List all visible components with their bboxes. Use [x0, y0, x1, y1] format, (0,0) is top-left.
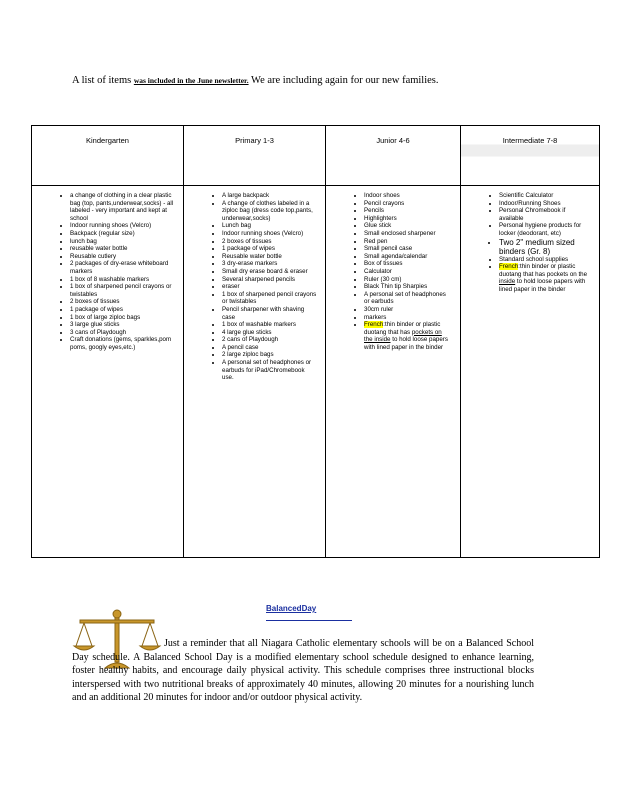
list-item: • 2 boxes of tissues	[222, 238, 317, 246]
intro-post: We are including again for our new families.	[248, 75, 439, 86]
list-item: • 1 box of sharpened pencil crayons or twistables	[222, 291, 317, 306]
list-item: • Backpack (regular size)	[70, 230, 175, 238]
header-intermediate: Intermediate 7-8	[461, 126, 600, 186]
list-item: • A change of clothes labeled in a ziploc bag (dress code top,pants, underwear,socks)	[222, 200, 317, 223]
french-text-end: to hold loose papers with lined paper in the binder	[364, 336, 448, 351]
list-item: • Indoor/Running Shoes	[499, 200, 591, 208]
intermediate-cell	[461, 186, 600, 558]
list-item: • Craft donations (gems, sparkles,pom poms, googly eyes,etc.)	[70, 336, 175, 351]
list-item: • 2 cans of Playdough	[222, 336, 317, 344]
list-item: • Indoor running shoes (Velcro)	[70, 222, 175, 230]
list-item: • A pencil case	[222, 344, 317, 352]
header-primary: Primary 1-3	[184, 126, 326, 186]
list-item: • Standard school supplies	[499, 256, 591, 264]
list-item: • 2 boxes of tissues	[70, 298, 175, 306]
header-kindergarten: Kindergarten	[32, 126, 184, 186]
french-underline: inside	[499, 278, 516, 286]
items-row	[32, 186, 600, 558]
list-item: • A large backpack	[222, 192, 317, 200]
list-item: • Pencil crayons	[364, 200, 452, 208]
list-item: • Glue stick	[364, 222, 452, 230]
list-item: • Small enclosed sharpener	[364, 230, 452, 238]
list-item: • Personal Chromebook if available	[499, 207, 591, 222]
primary-cell	[184, 186, 326, 558]
list-item: • Pencils	[364, 207, 452, 215]
list-item: • 4 large glue sticks	[222, 329, 317, 337]
intro-paragraph	[72, 74, 542, 87]
intermediate-list	[461, 192, 599, 294]
list-item: • Ruler (30 cm)	[364, 276, 452, 284]
french-text: :thin binder or plastic duotang that has	[364, 321, 441, 336]
list-item: • Two 2" medium sized binders (Gr. 8)	[499, 238, 591, 256]
list-item: • Small dry erase board & eraser	[222, 268, 317, 276]
list-item: • Pencil sharpener with shaving case	[222, 306, 317, 321]
list-item: • 2 large ziploc bags	[222, 351, 317, 359]
kindergarten-cell	[32, 186, 184, 558]
french-list-item	[364, 321, 452, 351]
intro-pre: A list of items	[72, 75, 134, 86]
header-junior: Junior 4-6	[326, 126, 461, 186]
french-list-item	[499, 263, 591, 293]
balanced-day-title-rule	[266, 620, 352, 621]
list-item: • Reusable cutlery	[70, 253, 175, 261]
list-item: • Reusable water bottle	[222, 253, 317, 261]
balanced-day-body: Just a reminder that all Niagara Catholic elementary schools will be on a Balanced School Day schedule. A Balanced School Day is a modified elementary school schedule designed to enhance learning, foster healthy habits, and encourage daily physical activity. This schedule comprises three instructional blocks interspersed with two nutritional breaks of approximately 40 minutes, allowing 20 minutes for a nourishing lunch and an additional 20 minutes for indoor and/or outdoor physical activity.	[72, 638, 534, 703]
list-item: • Small agenda/calendar	[364, 253, 452, 261]
junior-list	[326, 192, 460, 351]
intro-underlined: was included in the June newsletter.	[133, 76, 249, 85]
list-item: • 1 box of large ziploc bags	[70, 314, 175, 322]
list-item: • Black Thin tip Sharpies	[364, 283, 452, 291]
list-item: • 30cm ruler	[364, 306, 452, 314]
list-item: • a change of clothing in a clear plastic bag (top, pants,underwear,socks) - all labeled - very important and kept at school	[70, 192, 175, 222]
list-item: • 1 package of wipes	[70, 306, 175, 314]
list-item: • Scientific Calculator	[499, 192, 591, 200]
list-item: • 3 cans of Playdough	[70, 329, 175, 337]
list-item: • 1 box of washable markers	[222, 321, 317, 329]
list-item: • Calculator	[364, 268, 452, 276]
french-text-end: to hold loose papers with lined paper in the binder	[499, 278, 586, 293]
kindergarten-list	[32, 192, 183, 351]
french-underline: pockets on the inside	[364, 328, 442, 344]
list-item: • reusable water bottle	[70, 245, 175, 253]
list-item: • 1 package of wipes	[222, 245, 317, 253]
list-item: • 2 packages of dry-erase whiteboard markers	[70, 260, 175, 275]
list-item: • Box of tissues	[364, 260, 452, 268]
junior-cell	[326, 186, 461, 558]
list-item: • 1 box of sharpened pencil crayons or twistables	[70, 283, 175, 298]
french-highlight: French	[364, 321, 384, 329]
list-item: • eraser	[222, 283, 317, 291]
list-item: • markers	[364, 314, 452, 322]
supply-table	[31, 125, 600, 558]
balanced-day-text	[72, 637, 534, 705]
list-item: • Red pen	[364, 238, 452, 246]
list-item: • Small pencil case	[364, 245, 452, 253]
list-item: • lunch bag	[70, 238, 175, 246]
list-item: • A personal set of headphones or earbuds	[364, 291, 452, 306]
list-item: • 3 dry-erase markers	[222, 260, 317, 268]
balanced-day-title: BalancedDay	[266, 604, 317, 613]
list-item: • Highlighters	[364, 215, 452, 223]
french-highlight: French	[499, 263, 519, 271]
list-item: • Indoor shoes	[364, 192, 452, 200]
header-row	[32, 126, 600, 186]
list-item: • Several sharpened pencils	[222, 276, 317, 284]
primary-list	[184, 192, 325, 382]
list-item: • 3 large glue sticks	[70, 321, 175, 329]
french-text: :thin binder or plastic duotang that has pockets on the	[499, 263, 588, 278]
list-item: • Personal hygiene products for locker (deodorant, etc)	[499, 222, 591, 237]
list-item: • Indoor running shoes (Velcro)	[222, 230, 317, 238]
list-item: • A personal set of headphones or earbuds for iPad/Chromebook use.	[222, 359, 317, 382]
list-item: • 1 box of 8 washable markers	[70, 276, 175, 284]
list-item: • Lunch bag	[222, 222, 317, 230]
